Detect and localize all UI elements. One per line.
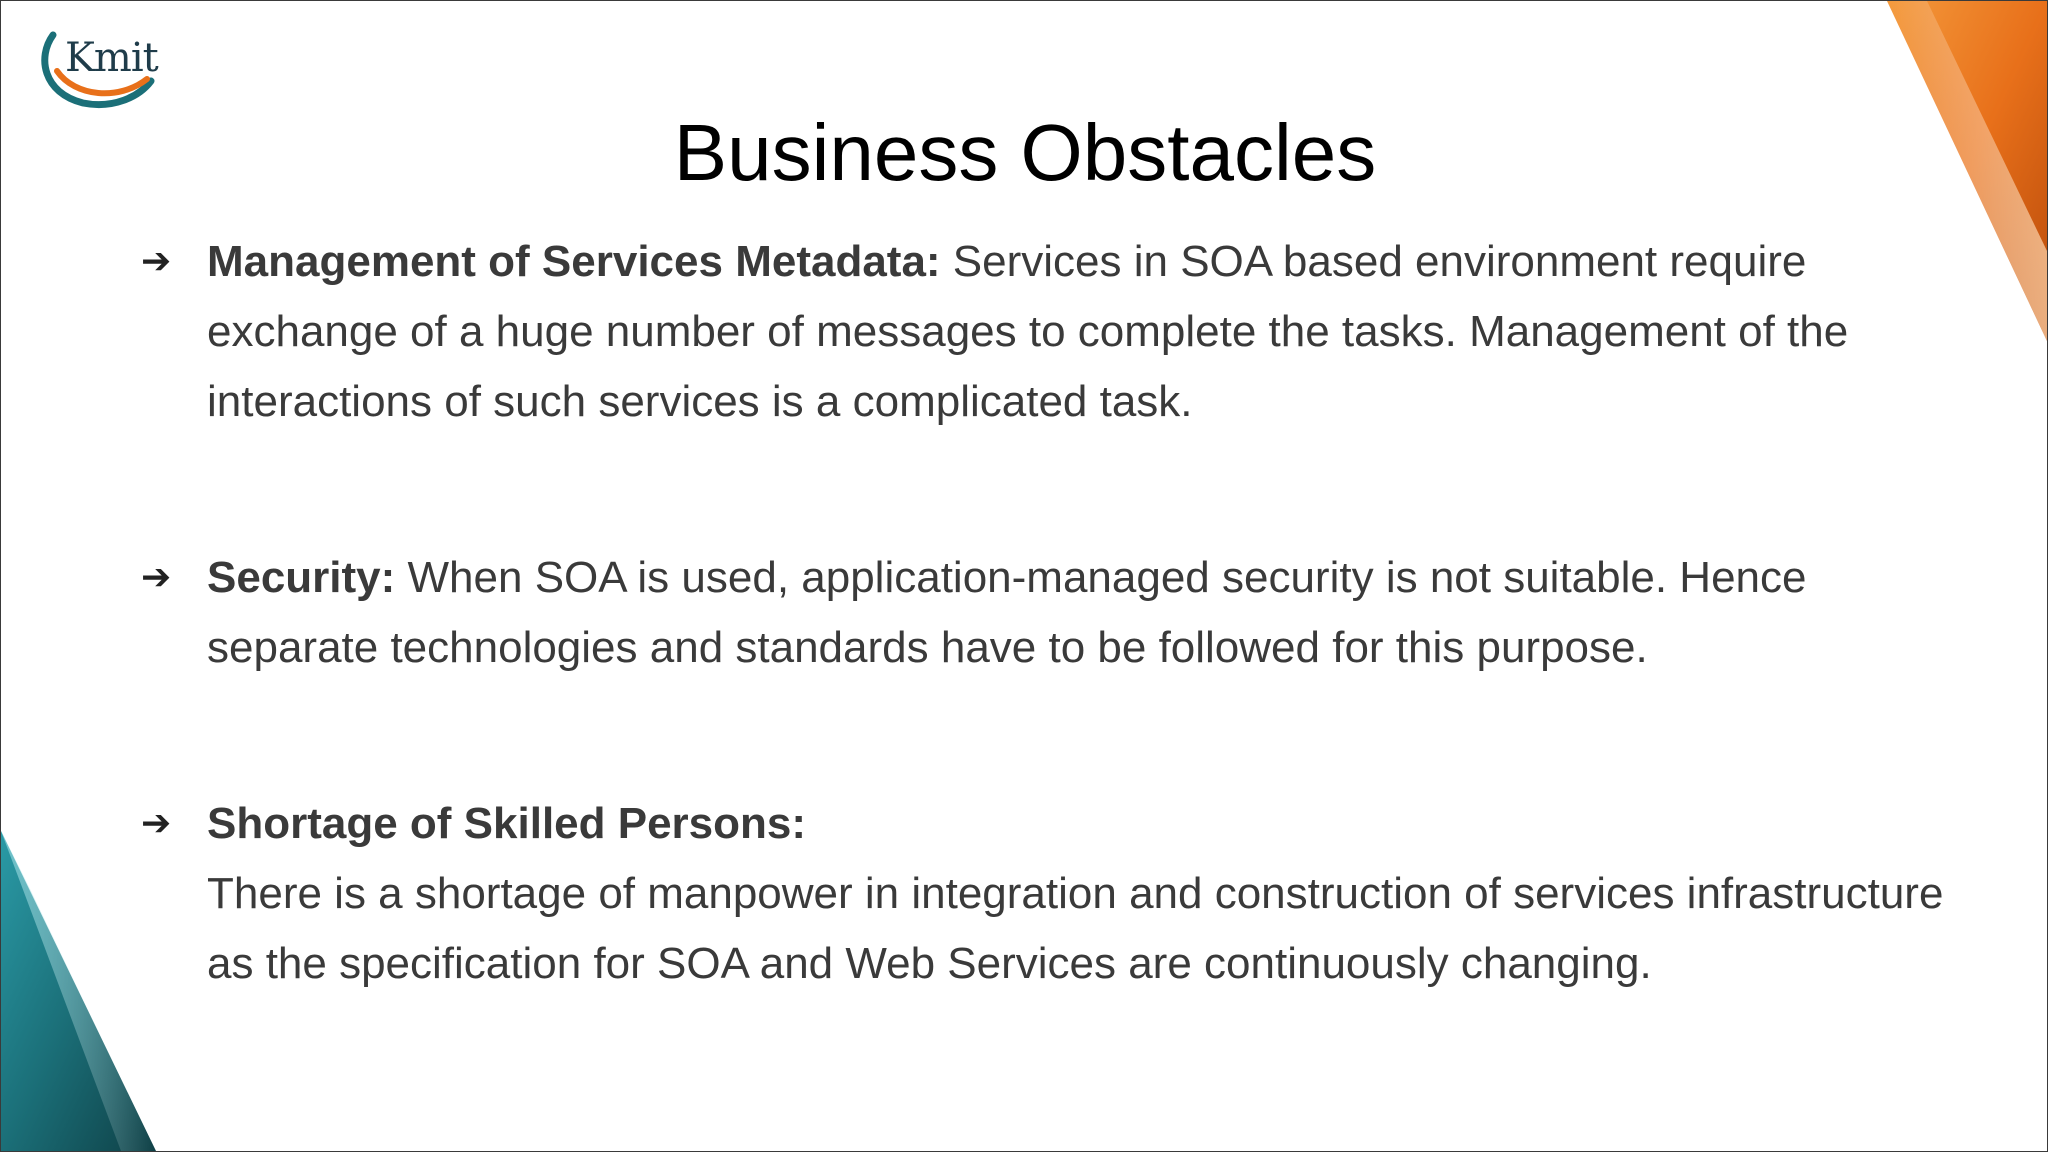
bullet-description: There is a shortage of manpower in integration and construction of services infrastructure as the specification for SOA and Web Services are continuously changing. bbox=[207, 869, 1944, 988]
arrow-right-icon: ➔ bbox=[141, 557, 172, 598]
teal-corner-decoration bbox=[1, 831, 171, 1151]
bullet-heading: Security: bbox=[207, 553, 396, 602]
slide-title: Business Obstacles bbox=[673, 108, 1377, 197]
bullet-description: Services in SOA based environment require exchange of a huge number of messages to complete the tasks. Management of the interactions of such services is a complicated task. bbox=[207, 237, 1849, 426]
kmit-logo bbox=[35, 27, 165, 117]
arrow-right-icon: ➔ bbox=[141, 241, 172, 282]
bullet-description: When SOA is used, application-managed security is not suitable. Hence separate technologies and standards have to be followed for this purpose. bbox=[207, 553, 1807, 672]
bullet-text bbox=[207, 789, 1987, 999]
bullet-text bbox=[207, 227, 1987, 437]
arrow-right-icon: ➔ bbox=[141, 803, 172, 844]
logo-text: Kmit bbox=[65, 35, 158, 81]
bullet-heading: Shortage of Skilled Persons: bbox=[207, 799, 807, 848]
bullet-heading: Management of Services Metadata: bbox=[207, 237, 941, 286]
bullet-text bbox=[207, 543, 1987, 683]
